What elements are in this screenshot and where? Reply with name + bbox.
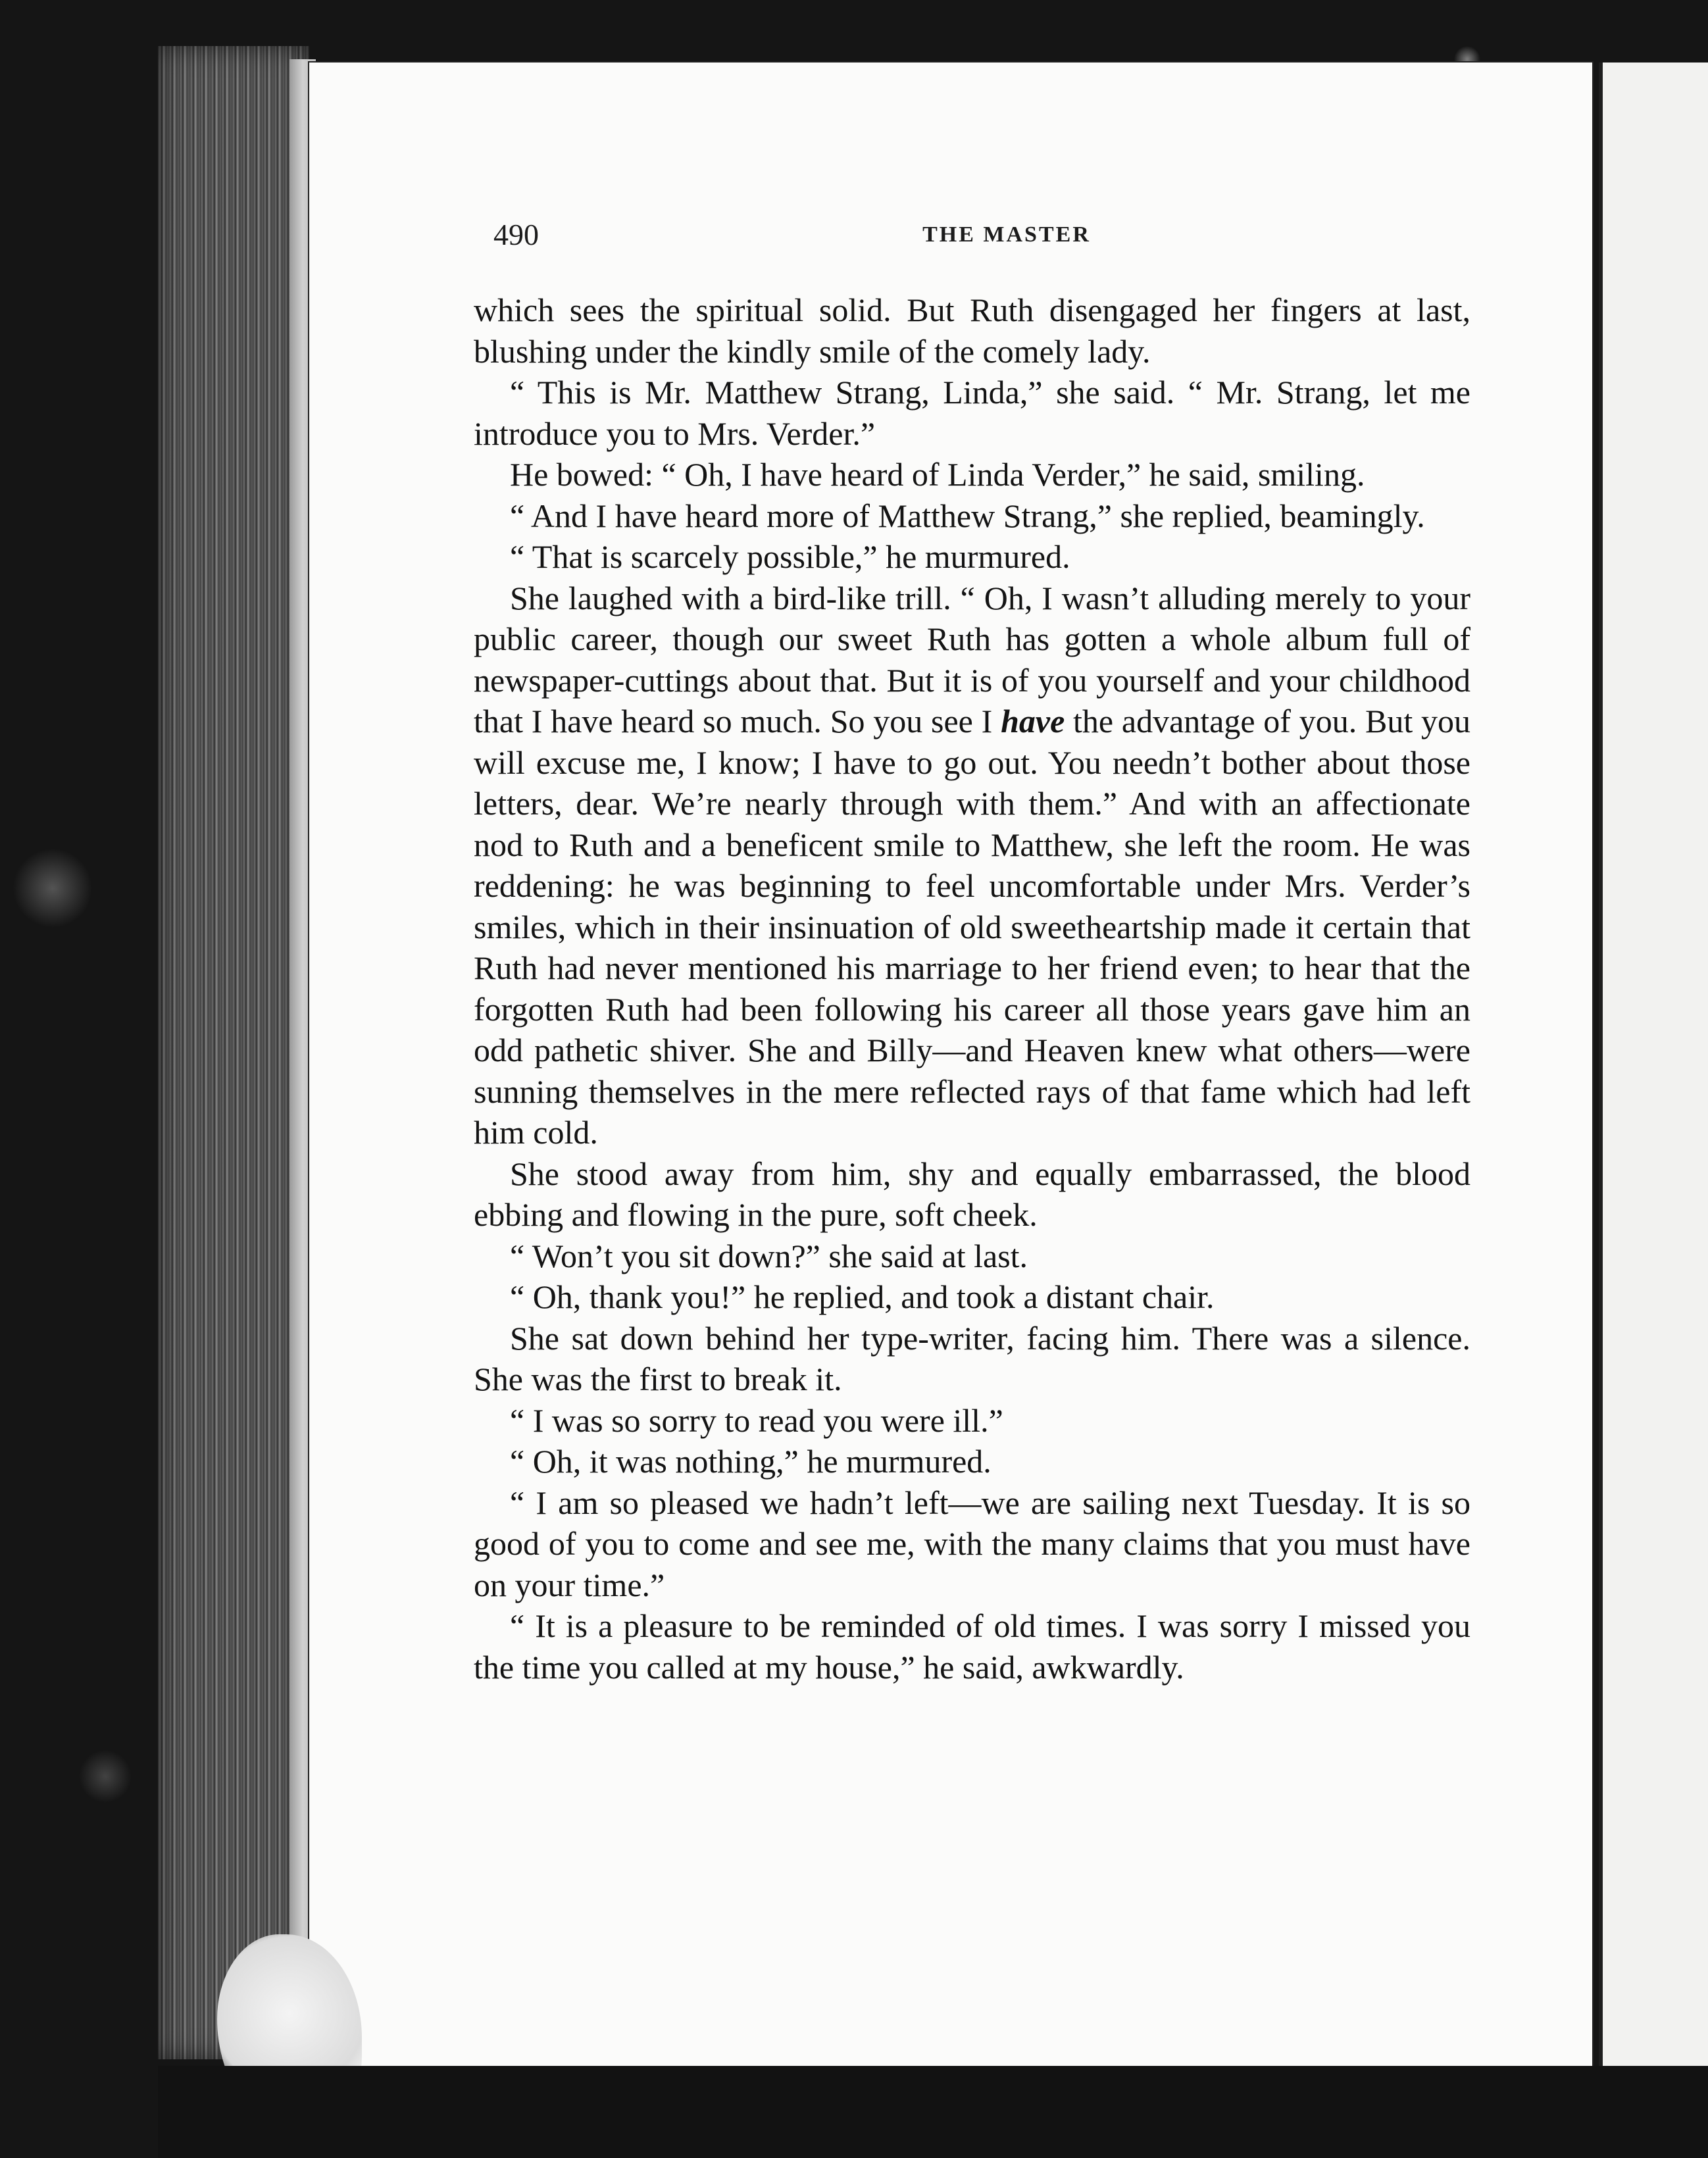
paragraph-3: He bowed: “ Oh, I have heard of Linda Verder,” he said, smiling. (510, 456, 1365, 493)
paragraph-6-part-1: She laughed with a bird-like trill. “ Oh, I wasn’t alluding merely to your public career, though our sweet Ruth has gotten a whole album full of newspaper-cuttings about that. But it is of you yourself and your childhood that I have heard so much. So you see I (474, 579, 1470, 740)
paragraph-5: “ That is scarcely possible,” he murmured. (510, 538, 1070, 575)
running-header (493, 211, 1467, 263)
paragraph-12: “ Oh, it was nothing,” he murmured. (510, 1443, 992, 1480)
paragraph-1: which sees the spiritual solid. But Ruth disengaged her fingers at last, blushing under the kindly smile of the comely lady. (474, 291, 1470, 370)
paragraph-6 (474, 578, 1470, 1153)
paragraph-9: “ Oh, thank you!” he replied, and took a distant chair. (510, 1278, 1215, 1315)
paragraph-4: “ And I have heard more of Matthew Strang,” she replied, beamingly. (510, 497, 1425, 534)
paragraph-6-emphasis: have (1001, 703, 1065, 740)
paragraph-8: “ Won’t you sit down?” she said at last. (510, 1237, 1028, 1274)
running-title: THE MASTER (922, 222, 1091, 247)
paragraph-11: “ I was so sorry to read you were ill.” (510, 1401, 1003, 1439)
paragraph-13: “ I am so pleased we hadn’t left—we are sailing next Tuesday. It is so good of you to come and see me, with the many claims that you must have on your time.” (474, 1484, 1470, 1603)
body-text (474, 289, 1470, 1688)
paragraph-10: She sat down behind her type-writer, facing him. There was a silence. She was the first to break it. (474, 1319, 1470, 1397)
page-number: 490 (493, 218, 539, 251)
book-page-edges (158, 46, 309, 2059)
adjacent-page-strip (1599, 63, 1708, 2069)
paragraph-14: “ It is a pleasure to be reminded of old times. I was sorry I missed you the time you called at my house,” he said, awkwardly. (474, 1607, 1470, 1686)
bottom-shadow (158, 2066, 1708, 2158)
paragraph-7: She stood away from him, shy and equally embarrassed, the blood ebbing and flowing in the pure, soft cheek. (474, 1155, 1470, 1233)
paragraph-2: “ This is Mr. Matthew Strang, Linda,” she said. “ Mr. Strang, let me introduce you to Mrs. Verder.” (474, 374, 1470, 452)
paragraph-6-part-2: the advantage of you. But you will excuse me, I know; I have to go out. You needn’t bother about those letters, dear. We’re nearly through with them.” And with an affectionate nod to Ruth and a beneficent smile to Matthew, she left the room. He was reddening: he was beginning to feel uncomfortable under Mrs. Verder’s smiles, which in their insinuation of old sweetheartship made it certain that Ruth had never mentioned his marriage to her friend even; to hear that the forgotten Ruth had been following his career all those years gave him an odd pathetic shiver. She and Billy—and Heaven knew what others—were sunning themselves in the mere reflected rays of that fame which had left him cold. (474, 703, 1471, 1151)
